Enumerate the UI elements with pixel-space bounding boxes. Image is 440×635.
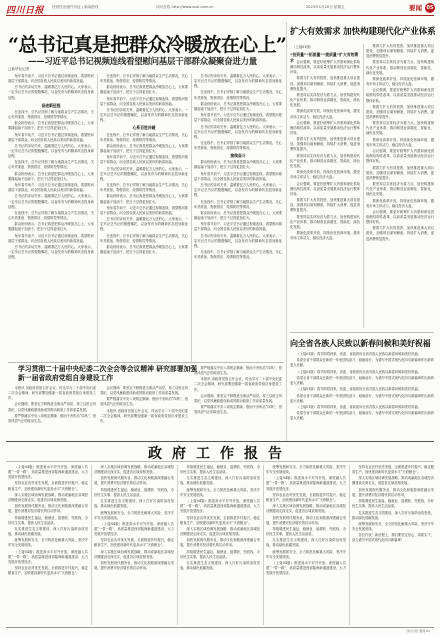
column-divider — [97, 74, 98, 362]
report-paragraph: 坚持农业农村优先发展，全面推进乡村振兴，稳定粮食生产，加快建设新时代更高水平“天府粮仓”。 — [352, 465, 434, 475]
lead-paragraph: 在连线中，总书记详细了解当地群众生产生活情况，关心年货准备、物资供应、疫情防控等情况。 — [194, 141, 282, 151]
lead-paragraph: 在连线中，总书记详细了解当地群众生产生活情况，关心年货准备、物资供应、疫情防控等情况。 — [100, 132, 188, 142]
lower-left-column-1 — [8, 386, 96, 438]
report-paragraph: 统筹发展和安全，全力防范化解重大风险，坚决守牢安全发展底线。 — [180, 487, 260, 497]
lower-left-paragraph: 会议强调，要坚定不移推进全面从严治党，持之以恒正风肃纪，以党风廉政建设新成效推动政府工作高质量发展。 — [194, 393, 282, 403]
right-top-paragraph: 要坚持以实体经济为着力点，加快构建现代化产业体系，推动制造业高端化、智能化、绿色化发展。 — [290, 214, 360, 229]
lead-paragraph: 兔年春节前夕，习近平总书记通过视频连线，看望慰问基层干部群众，向全国各族人民致以美好的新春祝福。 — [194, 222, 282, 232]
report-paragraph: 扎实推进生态文明建设，深入打好污染防治攻坚战，推动绿色低碳发展。 — [266, 538, 346, 548]
lead-paragraph: 兔年春节前夕，习近平总书记通过视频连线，看望慰问基层干部群众，向全国各族人民致以美好的新春祝福。 — [194, 113, 282, 123]
report-paragraph: 加快发展现代服务业，推动文化和旅游深度融合发展，提升消费对经济增长的拉动作用。 — [180, 538, 260, 548]
lower-left-paragraph: 要严格落实中央八项规定精神，锲而不舍纠治“四风”，营造风清气正的政治生态。 — [194, 366, 282, 376]
lower-left-paragraph: 要严格落实中央八项规定精神，锲而不舍纠治“四风”，营造风清气正的政治生态。 — [194, 405, 282, 415]
mid-right-paragraph: 希望全省干部群众在新的一年里团结奋斗、砥砺前行，为谱写中国式现代化四川新篇章作出新的更大贡献。 — [290, 375, 434, 386]
lead-paragraph: 在连线中，总书记详细了解当地群众生产生活情况，关心年货准备、物资供应、疫情防控等情况。 — [100, 74, 188, 84]
right-top-paragraph: 要坚持以实体经济为着力点，加快构建现代化产业体系，推动制造业高端化、智能化、绿色化发展。 — [366, 60, 434, 75]
report-top-rule — [6, 441, 434, 442]
right-top-paragraph: 要着力扩大有效投资，加快推进重大项目建设，加强项目谋划储备，持续扩大消费，促进消费恢复提升。 — [366, 44, 434, 59]
page-footer — [6, 627, 434, 634]
lead-paragraph: 总书记的亲切关怀，温暖着亿万人民的心。大家表示，一定牢记总书记的殷殷嘱托，以奋发有为的精神状态投身新征程。 — [8, 194, 94, 209]
mid-right-paragraph: （上接01版）春节即将到来，省委、省政府向全省各族人民致以新春问候和美好祝福。 — [296, 352, 421, 356]
lead-paragraph: 兔年春节前夕，习近平总书记通过视频连线，看望慰问基层干部群众，向全国各族人民致以美好的新春祝福。 — [8, 233, 94, 243]
mid-right-paragraph: （上接01版）春节即将到来，省委、省政府向全省各族人民致以新春问候和美好祝福。 — [296, 404, 421, 409]
lead-headline: “总书记真是把群众冷暖放在心上” — [8, 34, 287, 56]
newspaper-logo: 四川日报 — [6, 6, 45, 16]
right-top-paragraph: 要着力扩大有效投资，加快推进重大项目建设，加强项目谋划储备，持续扩大消费，促进消费恢复提升。 — [290, 198, 360, 213]
report-paragraph: 坚持农业农村优先发展，全面推进乡村振兴，稳定粮食生产，加快建设新时代更高水平“天府粮仓”。 — [8, 566, 88, 576]
lead-paragraph: 在连线中，总书记详细了解当地群众生产生活情况，关心年货准备、物资供应、疫情防控等情况。 — [194, 250, 282, 260]
lead-paragraph: 总书记的亲切关怀，温暖着亿万人民的心。大家表示，一定牢记总书记的殷殷嘱托，以奋发有为的精神状态投身新征程。 — [100, 217, 188, 232]
lower-left-column-3 — [194, 366, 282, 438]
right-top-paragraph: 要坚持以实体经济为着力点，加快构建现代化产业体系，推动制造业高端化、智能化、绿色化发展。 — [290, 92, 360, 108]
report-paragraph: （上接04版）推进高水平对外开放，深度融入共建“一带一路”，高质量推进西部陆海新通道建设，大力发展开放型经济。 — [8, 549, 88, 564]
lead-paragraph: 群众纷纷表示，总书记真是把群众冷暖放在心上，大家要撸起袖子加油干，把日子过得更加红火。 — [100, 85, 188, 95]
right-top-paragraph: 要深化改革开放，持续优化营商环境，激发市场主体活力，稳住经济大盘。 — [290, 230, 360, 241]
story-separator — [8, 362, 284, 363]
lower-left-paragraph: 会议强调，要坚定不移推进全面从严治党，持之以恒正风肃纪，以党风廉政建设新成效推动政府工作高质量发展。 — [8, 402, 96, 412]
report-paragraph: 扎实推进生态文明建设，深入打好污染防治攻坚战，推动绿色低碳发展。 — [180, 476, 260, 486]
lead-paragraph: 群众纷纷表示，总书记真是把群众冷暖放在心上，大家要撸起袖子加油干，把日子过得更加红火。 — [194, 210, 282, 221]
lead-paragraph: 群众纷纷表示，总书记真是把群众冷暖放在心上，大家要撸起袖子加油干，把日子过得更加红火。 — [8, 222, 94, 232]
lead-column-1 — [8, 74, 94, 362]
lead-subhead: ——习近平总书记视频连线看望慰问基层干部群众凝聚奋进力量 — [28, 56, 257, 66]
lead-paragraph: 兔年春节前夕，习近平总书记通过视频连线，看望慰问基层干部群众，向全国各族人民致以美好的新春祝福。 — [100, 96, 188, 106]
report-paragraph: 持续增进民生福祉，稳就业、促增收、兜底线，办好民生实事，提高人民生活品质。 — [352, 499, 434, 509]
report-paragraph: （上接04版）推进高水平对外开放，深度融入共建“一带一路”，高质量推进西部陆海新通道建设，大力发展开放型经济。 — [266, 476, 346, 491]
report-paragraph: 持续增进民生福祉，稳就业、促增收、兜底线，办好民生实事，提高人民生活品质。 — [94, 487, 174, 497]
lower-left-paragraph: 要严格落实中央八项规定精神，锲而不舍纠治“四风”，营造风清气正的政治生态。 — [8, 413, 96, 423]
report-paragraph: 加快发展现代服务业，推动文化和旅游深度融合发展，提升消费对经济增长的拉动作用。 — [352, 487, 434, 497]
report-paragraph: 深入实施区域协调发展战略，推动成渝地区双城经济圈建设走深走实，促进各区域竞相发展。 — [180, 526, 260, 537]
report-column-3 — [180, 465, 260, 625]
right-top-paragraph: 要坚持以实体经济为着力点，加快构建现代化产业体系，推动制造业高端化、智能化、绿色化发展。 — [366, 121, 434, 136]
report-paragraph: 持续增进民生福祉，稳就业、促增收、兜底线，办好民生实事，提高人民生活品质。 — [180, 465, 260, 475]
report-paragraph: （上接04版）推进高水平对外开放，深度融入共建“一带一路”，高质量推进西部陆海新通道建设，大力发展开放型经济。 — [180, 499, 260, 514]
column-divider — [349, 465, 350, 625]
report-paragraph: 持续增进民生福祉，稳就业、促增收、兜底线，办好民生实事，提高人民生活品质。 — [8, 515, 88, 525]
lead-paragraph: 群众纷纷表示，总书记真是把群众冷暖放在心上，大家要撸起袖子加油干，把日子过得更加红火。 — [100, 143, 188, 153]
report-paragraph: 加快发展现代服务业，推动文化和旅游深度融合发展，提升消费对经济增长的拉动作用。 — [94, 561, 174, 571]
right-top-paragraph: 要深化改革开放，持续优化营商环境，激发市场主体活力，稳住经济大盘。 — [366, 137, 434, 147]
right-top-paragraph: 要坚持以实体经济为着力点，加快构建现代化产业体系，推动制造业高端化、智能化、绿色化发展。 — [290, 153, 360, 168]
report-headline: 政府工作报告 — [148, 446, 292, 462]
lead-paragraph: 群众纷纷表示，总书记真是把群众冷暖放在心上，大家要撸起袖子加油干，把日子过得更加红火。 — [8, 171, 94, 181]
lead-subsection-title: 奋进新征程 — [41, 102, 61, 108]
lower-left-headline: 学习贯彻二十届中央纪委二次全会等会议精神 研究部署加强新一届省政府党组自身建设工作 — [18, 365, 198, 382]
lead-paragraph: 兔年春节前夕，习近平总书记通过视频连线，看望慰问基层干部群众，向全国各族人民致以美好的新春祝福。 — [8, 74, 94, 84]
report-paragraph: 坚持农业农村优先发展，全面推进乡村振兴，稳定粮食生产，加快建设新时代更高水平“天府粮仓”。 — [180, 515, 260, 525]
report-paragraph: 深入实施区域协调发展战略，推动成渝地区双城经济圈建设走深走实，促进各区域竞相发展。 — [266, 504, 346, 514]
report-paragraph: （上接04版）推进高水平对外开放，深度融入共建“一带一路”，高质量推进西部陆海新通道建设，大力发展开放型经济。 — [8, 465, 88, 480]
right-top-paragraph: 会议强调，要更好统筹扩大内需和深化供给侧结构性改革，以高质量发展推动经济运行整体好转。 — [290, 120, 360, 135]
right-top-paragraph: 要着力扩大有效投资，加快推进重大项目建设，加强项目谋划储备，持续扩大消费，促进消费恢复提升。 — [366, 165, 434, 180]
lead-paragraph: 在连线中，总书记详细了解当地群众生产生活情况，关心年货准备、物资供应、疫情防控等情况。 — [8, 210, 94, 221]
mid-right-paragraph: 希望全省干部群众在新的一年里团结奋斗、砥砺前行，为谱写中国式现代化四川新篇章作出新的更大贡献。 — [290, 358, 434, 368]
lead-paragraph: 在连线中，总书记详细了解当地群众生产生活情况，关心年货准备、物资供应、疫情防控等情况。 — [100, 183, 188, 193]
masthead-meta: 经营性出版许可证 | 新闻热线 — [52, 5, 99, 9]
report-paragraph: 扎实推进生态文明建设，深入打好污染防治攻坚战，推动绿色低碳发展。 — [8, 526, 88, 537]
lower-left-paragraph: 本报讯 省政府党组召开会议，传达学习二十届中央纪委二次全会精神，研究部署加强新一届省政府党组自身建设工作。 — [100, 408, 188, 423]
report-paragraph: 持续增进民生福祉，稳就业、促增收、兜底线，办好民生实事，提高人民生活品质。 — [180, 549, 260, 559]
right-top-headline: 扩大有效需求 加快构建现代化产业体系 — [290, 27, 436, 37]
right-top-subtitle: “投资量”“拓面量”“提质量”扩大有效需求 — [290, 52, 359, 63]
lead-paragraph: 兔年春节前夕，习近平总书记通过视频连线，看望慰问基层干部群众，向全国各族人民致以美好的新春祝福。 — [100, 205, 188, 215]
report-paragraph: 统筹发展和安全，全力防范化解重大风险，坚决守牢安全发展底线。 — [94, 510, 174, 520]
lead-column-2 — [100, 74, 188, 362]
lead-paragraph: 总书记的亲切关怀，温暖着亿万人民的心。大家表示，一定牢记总书记的殷殷嘱托，以奋发有为的精神状态投身新征程。 — [8, 143, 94, 159]
masthead — [6, 3, 434, 16]
lead-paragraph: 兔年春节前夕，习近平总书记通过视频连线，看望慰问基层干部群众，向全国各族人民致以美好的新春祝福。 — [194, 171, 282, 181]
lead-paragraph: 群众纷纷表示，总书记真是把群众冷暖放在心上，大家要撸起袖子加油干，把日子过得更加红火。 — [100, 245, 188, 255]
lower-left-column-2 — [100, 386, 188, 438]
report-paragraph: 坚持农业农村优先发展，全面推进乡村振兴，稳定粮食生产，加快建设新时代更高水平“天府粮仓”。 — [266, 492, 346, 502]
right-top-kicker: （上接01版） — [292, 45, 314, 49]
right-top-paragraph: 会议强调，要更好统筹扩大内需和深化供给侧结构性改革，以高质量发展推动经济运行整体好转。 — [290, 181, 360, 196]
lead-paragraph: 在连线中，总书记详细了解当地群众生产生活情况，关心年货准备、物资供应、疫情防控等情况。 — [194, 199, 282, 209]
column-divider — [177, 465, 178, 625]
right-top-paragraph: 要着力扩大有效投资，加快推进重大项目建设，加强项目谋划储备，持续扩大消费，促进消费恢复提升。 — [290, 137, 360, 152]
report-paragraph: 加快发展现代服务业，推动文化和旅游深度融合发展，提升消费对经济增长的拉动作用。 — [94, 476, 174, 486]
report-paragraph: 持续增进民生福祉，稳就业、促增收、兜底线，办好民生实事，提高人民生活品质。 — [266, 526, 346, 537]
report-paragraph: 坚持农业农村优先发展，全面推进乡村振兴，稳定粮食生产，加快建设新时代更高水平“天府粮仓”。 — [8, 481, 88, 491]
report-paragraph: 加快发展现代服务业，推动文化和旅游深度融合发展，提升消费对经济增长的拉动作用。 — [266, 515, 346, 525]
report-paragraph: 扎实推进生态文明建设，深入打好污染防治攻坚战，推动绿色低碳发展。 — [352, 510, 434, 520]
lead-paragraph: 总书记的亲切关怀，温暖着亿万人民的心。大家表示，一定牢记总书记的殷殷嘱托，以奋发有为的精神状态投身新征程。 — [194, 124, 282, 139]
right-top-paragraph: 要着力扩大有效投资，加快推进重大项目建设，加强项目谋划储备，持续扩大消费，促进消费恢复提升。 — [366, 226, 434, 241]
footer-text: 四川日报 要闻 05 — [406, 629, 430, 633]
mid-right-paragraph: 希望全省干部群众在新的一年里团结奋斗、砥砺前行，为谱写中国式现代化四川新篇章作出新的更大贡献。 — [290, 393, 434, 403]
lead-subsection-title: 心系百姓冷暖 — [132, 125, 156, 131]
report-paragraph: 各位代表！新征程上，我们要坚定信心、真抓实干，奋力谱写中国式现代化四川新篇章！ — [352, 533, 434, 543]
lead-paragraph: 兔年春节前夕，习近平总书记通过视频连线，看望慰问基层干部群众，向全国各族人民致以美好的新春祝福。 — [100, 155, 188, 165]
report-paragraph: 深入实施区域协调发展战略，推动成渝地区双城经济圈建设走深走实，促进各区域竞相发展。 — [94, 549, 174, 559]
right-top-paragraph: 要坚持以实体经济为着力点，加快构建现代化产业体系，推动制造业高端化、智能化、绿色化发展。 — [366, 182, 434, 197]
lead-paragraph: 群众纷纷表示，总书记真是把群众冷暖放在心上，大家要撸起袖子加油干，把日子过得更加红火。 — [8, 121, 94, 131]
report-column-1 — [8, 465, 88, 625]
lower-left-paragraph: 要严格落实中央八项规定精神，锲而不舍纠治“四风”，营造风清气正的政治生态。 — [100, 397, 188, 407]
lead-paragraph: 总书记的亲切关怀，温暖着亿万人民的心。大家表示，一定牢记总书记的殷殷嘱托，以奋发有为的精神状态投身新征程。 — [100, 108, 188, 123]
lead-paragraph: 总书记的亲切关怀，温暖着亿万人民的心。大家表示，一定牢记总书记的殷殷嘱托，以奋发有为的精神状态投身新征程。 — [8, 85, 94, 100]
report-paragraph: 扎实推进生态文明建设，深入打好污染防治攻坚战，推动绿色低碳发展。 — [180, 561, 260, 571]
column-divider — [363, 44, 364, 328]
right-top-paragraph: 要深化改革开放，持续优化营商环境，激发市场主体活力，稳住经济大盘。 — [366, 76, 434, 87]
right-top-paragraph: 会议强调，要更好统筹扩大内需和深化供给侧结构性改革，以高质量发展推动经济运行整体好转。 — [366, 209, 434, 225]
right-top-paragraph: 会议强调，要更好统筹扩大内需和深化供给侧结构性改革，以高质量发展推动经济运行整体好转。 — [366, 88, 434, 103]
right-top-column-1 — [290, 60, 360, 328]
right-top-paragraph: 要着力扩大有效投资，加快推进重大项目建设，加强项目谋划储备，持续扩大消费，促进消费恢复提升。 — [366, 104, 434, 119]
lower-left-paragraph: 本报讯 省政府党组召开会议，传达学习二十届中央纪委二次全会精神，研究部署加强新一届省政府党组自身建设工作。 — [194, 377, 282, 392]
report-paragraph: 统筹发展和安全，全力防范化解重大风险，坚决守牢安全发展底线。 — [266, 465, 346, 475]
right-top-paragraph: 会议强调，要更好统筹扩大内需和深化供给侧结构性改革，以高质量发展推动经济运行整体好转。 — [366, 149, 434, 164]
section-tag: 要闻 — [409, 4, 422, 12]
lead-paragraph: 总书记的亲切关怀，温暖着亿万人民的心。大家表示，一定牢记总书记的殷殷嘱托，以奋发有为的精神状态投身新征程。 — [100, 166, 188, 181]
story-separator — [290, 332, 434, 333]
masthead-site: 四川在线 http://www.scol.com.cn — [156, 5, 214, 9]
right-top-paragraph: 要深化改革开放，持续优化营商环境，激发市场主体活力，稳住经济大盘。 — [290, 109, 360, 119]
section-divider — [286, 22, 287, 442]
report-paragraph: 深入实施区域协调发展战略，推动成渝地区双城经济圈建设走深走实，促进各区域竞相发展。 — [94, 465, 174, 475]
mid-right-body — [290, 352, 434, 438]
report-paragraph: 统筹发展和安全，全力防范化解重大风险，坚决守牢安全发展底线。 — [352, 521, 434, 531]
column-divider — [191, 74, 192, 362]
masthead-date: 2023年1月20日 星期五 — [306, 5, 345, 9]
mid-right-paragraph: （上接01版）春节即将到来，省委、省政府向全省各族人民致以新春问候和美好祝福。 — [296, 369, 421, 374]
mid-right-paragraph: 希望全省干部群众在新的一年里团结奋斗、砥砺前行，为谱写中国式现代化四川新篇章作出新的更大贡献。 — [290, 411, 434, 421]
report-paragraph: 坚持农业农村优先发展，全面推进乡村振兴，稳定粮食生产，加快建设新时代更高水平“天府粮仓”。 — [94, 538, 174, 548]
lead-paragraph: 群众纷纷表示，总书记真是把群众冷暖放在心上，大家要撸起袖子加油干，把日子过得更加红火。 — [100, 194, 188, 204]
lead-paragraph: 兔年春节前夕，习近平总书记通过视频连线，看望慰问基层干部群众，向全国各族人民致以美好的新春祝福。 — [8, 132, 94, 142]
report-paragraph: 统筹发展和安全，全力防范化解重大风险，坚决守牢安全发展底线。 — [266, 549, 346, 559]
report-paragraph: （上接04版）推进高水平对外开放，深度融入共建“一带一路”，高质量推进西部陆海新通道建设，大力发展开放型经济。 — [94, 521, 174, 537]
mid-right-paragraph: （上接01版）春节即将到来，省委、省政府向全省各族人民致以新春问候和美好祝福。 — [296, 387, 421, 392]
right-top-column-2 — [366, 44, 434, 328]
lead-paragraph: 在连线中，总书记详细了解当地群众生产生活情况，关心年货准备、物资供应、疫情防控等情况。 — [100, 233, 188, 243]
lower-left-paragraph: 本报讯 省政府党组召开会议，传达学习二十届中央纪委二次全会精神，研究部署加强新一届省政府党组自身建设工作。 — [8, 386, 96, 401]
report-column-2 — [94, 465, 174, 625]
lead-paragraph: 在连线中，总书记详细了解当地群众生产生活情况，关心年货准备、物资供应、疫情防控等情况。 — [194, 90, 282, 100]
lead-paragraph: 在连线中，总书记详细了解当地群众生产生活情况，关心年货准备、物资供应、疫情防控等情况。 — [8, 160, 94, 170]
page-number-badge: 05 — [426, 5, 434, 11]
column-divider — [91, 465, 92, 625]
report-paragraph: 深入实施区域协调发展战略，推动成渝地区双城经济圈建设走深走实，促进各区域竞相发展。 — [8, 492, 88, 502]
lead-paragraph: 总书记的亲切关怀，温暖着亿万人民的心。大家表示，一定牢记总书记的殷殷嘱托，以奋发有为的精神状态投身新征程。 — [194, 183, 282, 198]
lead-paragraph: 兔年春节前夕，习近平总书记通过视频连线，看望慰问基层干部群众，向全国各族人民致以美好的新春祝福。 — [8, 183, 94, 193]
right-top-paragraph: 要着力扩大有效投资，加快推进重大项目建设，加强项目谋划储备，持续扩大消费，促进消费恢复提升。 — [290, 76, 360, 91]
report-paragraph: 深入实施区域协调发展战略，推动成渝地区双城经济圈建设走深走实，促进各区域竞相发展。 — [352, 476, 434, 486]
report-paragraph: 统筹发展和安全，全力防范化解重大风险，坚决守牢安全发展底线。 — [8, 538, 88, 548]
right-top-paragraph: 要深化改革开放，持续优化营商环境，激发市场主体活力，稳住经济大盘。 — [290, 170, 360, 180]
lead-column-3 — [194, 74, 282, 362]
lead-paragraph: 总书记的亲切关怀，温暖着亿万人民的心。大家表示，一定牢记总书记的殷殷嘱托，以奋发有为的精神状态投身新征程。 — [194, 233, 282, 248]
right-top-paragraph: 要深化改革开放，持续优化营商环境，激发市场主体活力，稳住经济大盘。 — [366, 198, 434, 208]
lead-paragraph: 群众纷纷表示，总书记真是把群众冷暖放在心上，大家要撸起袖子加油干，把日子过得更加红火。 — [194, 160, 282, 170]
lead-paragraph: 总书记的亲切关怀，温暖着亿万人民的心。大家表示，一定牢记总书记的殷殷嘱托，以奋发有为的精神状态投身新征程。 — [194, 74, 282, 89]
report-paragraph: （上接04版）推进高水平对外开放，深度融入共建“一带一路”，高质量推进西部陆海新通道建设，大力发展开放型经济。 — [266, 561, 346, 576]
mid-right-headline: 向全省各族人民致以新春问候和美好祝福 — [290, 339, 431, 348]
report-column-4 — [266, 465, 346, 625]
report-title-rule — [6, 461, 434, 462]
report-paragraph: 加快发展现代服务业，推动文化和旅游深度融合发展，提升消费对经济增长的拉动作用。 — [8, 504, 88, 514]
report-column-5 — [352, 465, 434, 625]
report-paragraph: 扎实推进生态文明建设，深入打好污染防治攻坚战，推动绿色低碳发展。 — [94, 499, 174, 509]
right-top-paragraph: 会议强调，要更好统筹扩大内需和深化供给侧结构性改革，以高质量发展推动经济运行整体好转。 — [290, 60, 360, 75]
lead-byline: □新华社记者 — [8, 67, 30, 71]
lead-paragraph: 总书记的亲切关怀，温暖着亿万人民的心。大家表示，一定牢记总书记的殷殷嘱托，以奋发有为的精神状态投身新征程。 — [8, 245, 94, 260]
lead-paragraph: 群众纷纷表示，总书记真是把群众冷暖放在心上，大家要撸起袖子加油干，把日子过得更加红火。 — [194, 101, 282, 111]
column-divider — [263, 465, 264, 625]
lead-subsection-title: 接续奋斗 — [230, 153, 246, 159]
lower-left-paragraph: 会议强调，要坚定不移推进全面从严治党，持之以恒正风肃纪，以党风廉政建设新成效推动政府工作高质量发展。 — [100, 386, 188, 396]
lead-paragraph: 在连线中，总书记详细了解当地群众生产生活情况，关心年货准备、物资供应、疫情防控等情况。 — [8, 109, 94, 119]
